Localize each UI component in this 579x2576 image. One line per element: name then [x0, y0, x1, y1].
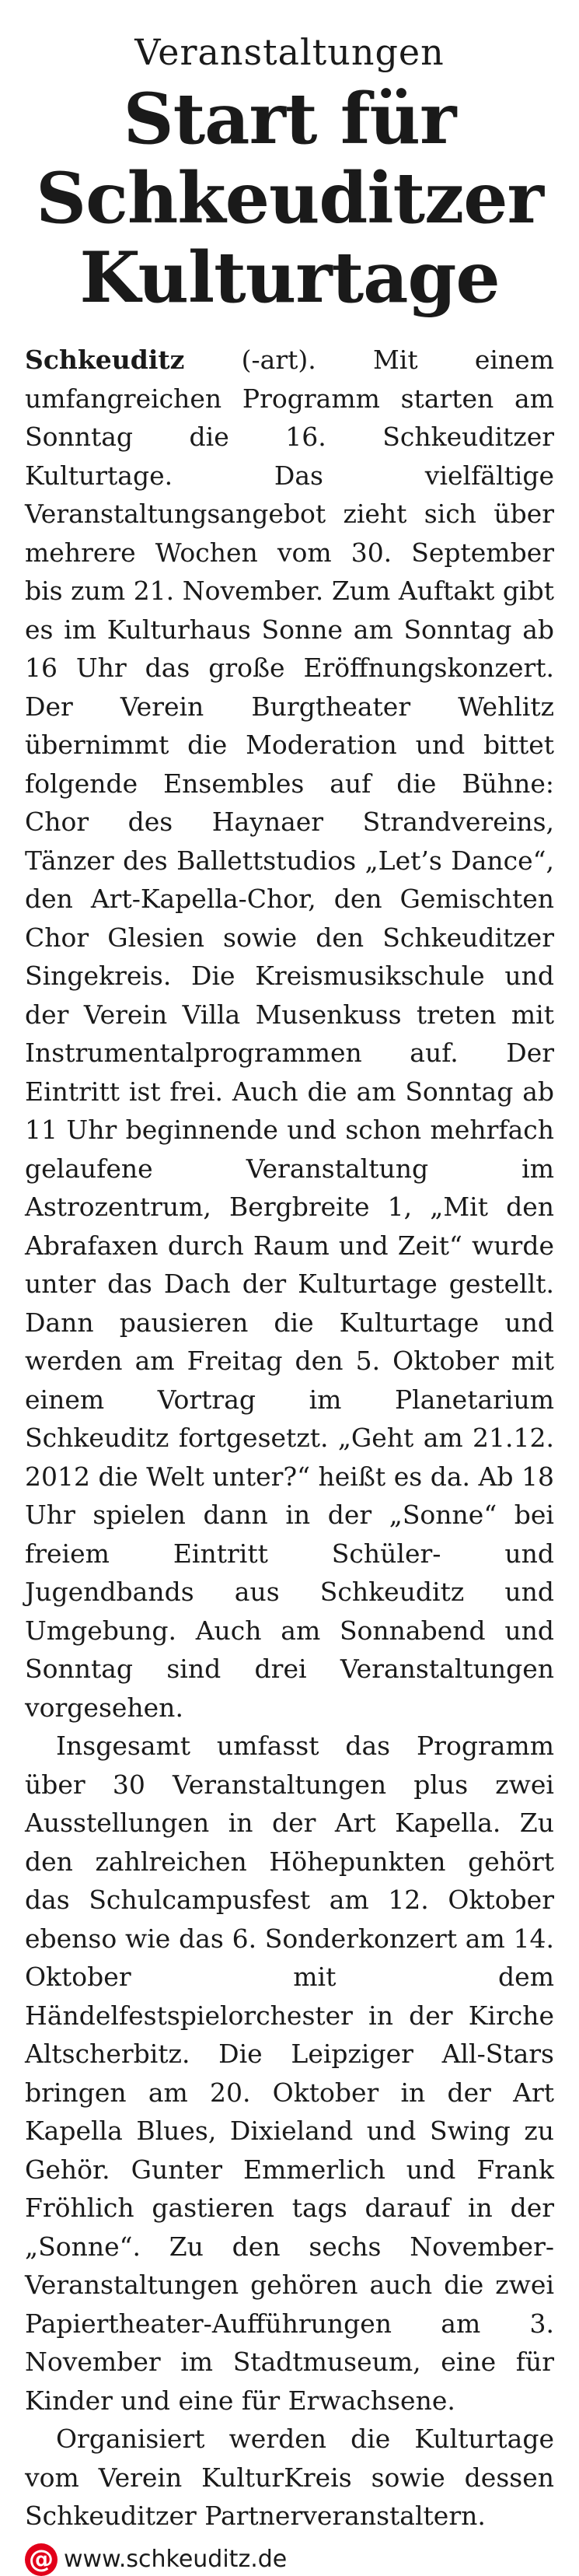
article-dateline: Schkeuditz	[25, 345, 185, 375]
article-paragraph: Insgesamt umfasst das Programm über 30 Veranstaltungen plus zwei Ausstellungen in der Art Kapella. Zu den zahlreichen Höhepunkten gehört das Schulcampusfest am 12. Oktober ebenso wie das 6. Sonderkonzert am 14. Oktober mit dem Händelfestspielorchester in der Kirche Altscherbitz. Die Leipziger All-Stars bringen am 20. Oktober in der Art Kapella Blues, Dixieland und Swing zu Gehör. Gunter Emmerlich und Frank Fröhlich gastieren tags darauf in der „Sonne“. Zu den sechs November-Veranstaltungen gehören auch die zwei Papiertheater-Aufführungen am 3. November im Stadtmuseum, eine für Kinder und eine für Erwachsene.	[25, 1731, 554, 2416]
article-headline	[25, 79, 554, 317]
paragraph-text: (-art). Mit einem umfangreichen Programm starten am Sonntag die 16. Schkeuditzer Kulturtage. Das vielfältige Veranstaltungsangebot zieht sich über mehrere Wochen vom 30. September bis zum 21. November. Zum Auftakt gibt es im Kulturhaus Sonne am Sonntag ab 16 Uhr das große Eröffnungskonzert. Der Verein Burgtheater Wehlitz übernimmt die Moderation und bittet folgende Ensembles auf die Bühne: Chor des Haynaer Strandvereins, Tänzer des Ballettstudios „Let’s Dance“, den Art-Kapella-Chor, den Gemischten Chor Glesien sowie den Schkeuditzer Singekreis. Die Kreismusikschule und der Verein Villa Musenkuss treten mit Instrumentalprogrammen auf. Der Eintritt ist frei. Auch die am Sonntag ab 11 Uhr beginnende und schon mehrfach gelaufene Veranstaltung im Astrozentrum, Bergbreite 1, „Mit den Abrafaxen durch Raum und Zeit“ wurde unter das Dach der Kulturtage gestellt. Dann pausieren die Kulturtage und werden am Freitag den 5. Oktober mit einem Vortrag im Planetarium Schkeuditz fortgesetzt. „Geht am 21.12. 2012 die Welt unter?“ heißt es da. Ab 18 Uhr spielen dann in der „Sonne“ bei freiem Eintritt Schüler- und Jugendbands aus Schkeuditz und Umgebung. Auch am Sonnabend und Sonntag sind drei Veranstaltungen vorgesehen.	[25, 345, 554, 1723]
article-body	[25, 341, 554, 2536]
article-paragraph	[25, 341, 554, 1727]
website-link-text[interactable]: www.schkeuditz.de	[64, 2546, 288, 2573]
website-link[interactable]	[25, 2543, 554, 2576]
article-kicker: Veranstaltungen	[134, 31, 445, 73]
headline-line: Schkeuditzer	[36, 157, 543, 240]
at-icon: @	[25, 2543, 58, 2576]
article-paragraph: Organisiert werden die Kulturtage vom Verein KulturKreis sowie dessen Schkeuditzer Partnerveranstaltern.	[25, 2424, 554, 2531]
headline-line: Start für	[123, 78, 456, 160]
headline-line: Kulturtage	[79, 236, 500, 319]
